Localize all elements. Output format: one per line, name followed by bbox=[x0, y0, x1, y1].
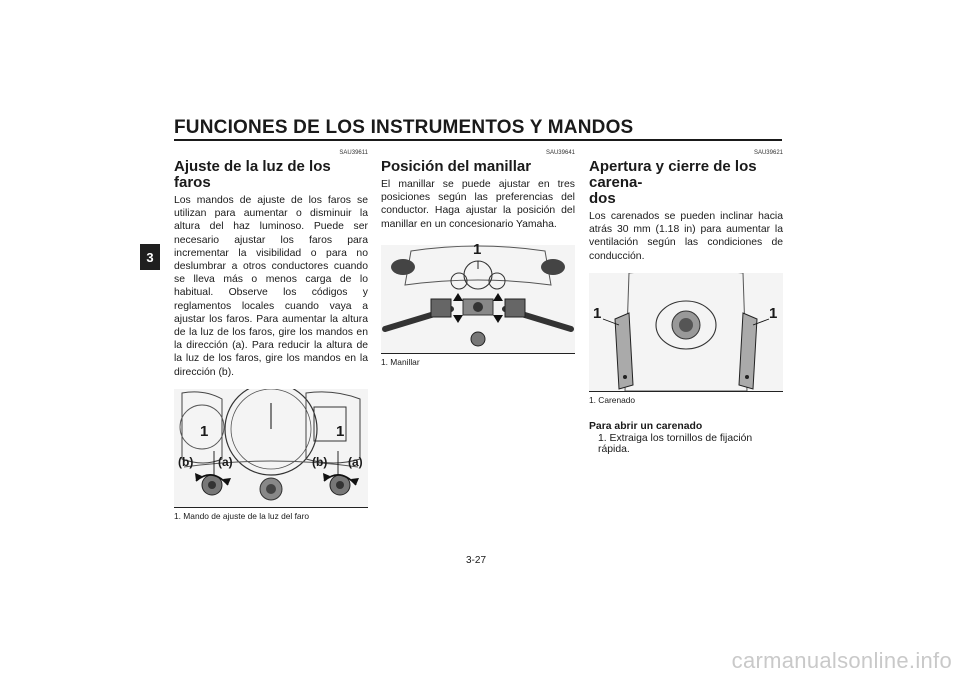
page-number: 3-27 bbox=[466, 555, 487, 566]
section-body: Los carenados se pueden inclinar hacia atrás 30 mm (1.18 in) para aumentar la ventilación según las condiciones de conducción. bbox=[589, 211, 783, 262]
figure-label-a-left: (a) bbox=[218, 454, 233, 469]
subheading: Para abrir un carenado bbox=[589, 420, 703, 432]
section-code: SAU39641 bbox=[545, 150, 575, 156]
figure-callout-1-right: 1 bbox=[336, 422, 345, 440]
figure-label-b-left: (b) bbox=[178, 454, 194, 469]
figure-caption: 1. Mando de ajuste de la luz del faro bbox=[174, 510, 310, 521]
section-heading-line2: dos bbox=[589, 190, 616, 207]
section-handlebar-position bbox=[381, 150, 575, 367]
handlebar-illustration bbox=[381, 245, 575, 353]
section-heading-line1: Apertura y cierre de los carena- bbox=[589, 158, 757, 191]
section-heading: Posición del manillar bbox=[381, 158, 532, 175]
figure-handlebar bbox=[381, 240, 575, 354]
figure-headlight-knobs bbox=[174, 389, 368, 508]
figure-cowling bbox=[589, 273, 783, 392]
cowling-illustration bbox=[589, 273, 783, 391]
figure-caption: 1. Carenado bbox=[589, 394, 636, 405]
section-code: SAU39611 bbox=[339, 150, 368, 156]
figure-caption: 1. Manillar bbox=[381, 356, 420, 367]
section-code: SAU39621 bbox=[753, 150, 783, 156]
figure-callout-1-right: 1 bbox=[769, 304, 778, 322]
section-cowling bbox=[589, 150, 783, 455]
figure-label-a-right: (a) bbox=[348, 454, 363, 469]
title-rule bbox=[174, 139, 782, 141]
step-item: 1. Extraiga los tornillos de fijación rápida. bbox=[598, 432, 753, 455]
section-body: Los mandos de ajuste de los faros se utilizan para aumentar o disminuir la altura del haz luminoso. Puede ser necesario ajustar los faros para incrementar la visibilidad o para no deslumbrar a otros conductores cuando se lleva más o menos carga de lo habitual. Observe los códigos y reglamentos locales cuando vaya a ajustar los faros. Para aumentar la altura de la luz de los faros, gire los mandos en la dirección (a). Para reducir la altura de la luz de los faros, gire los mandos en la dirección (b). bbox=[174, 195, 368, 378]
page-title: FUNCIONES DE LOS INSTRUMENTOS Y MANDOS bbox=[174, 117, 634, 138]
watermark: carmanualsonline.info bbox=[731, 648, 952, 673]
figure-callout-1: 1 bbox=[473, 240, 482, 258]
section-heading: Ajuste de la luz de los faros bbox=[174, 158, 331, 191]
instrument-cluster-illustration bbox=[174, 389, 368, 507]
section-headlight-adjust bbox=[174, 150, 368, 521]
chapter-tab: 3 bbox=[140, 244, 160, 270]
figure-label-b-right: (b) bbox=[312, 454, 328, 469]
figure-callout-1-left: 1 bbox=[593, 304, 602, 322]
section-body: El manillar se puede ajustar en tres posiciones según las preferencias del conductor. Haga ajustar la posición del manillar en un concesionario Yamaha. bbox=[381, 179, 575, 230]
figure-callout-1-left: 1 bbox=[200, 422, 209, 440]
